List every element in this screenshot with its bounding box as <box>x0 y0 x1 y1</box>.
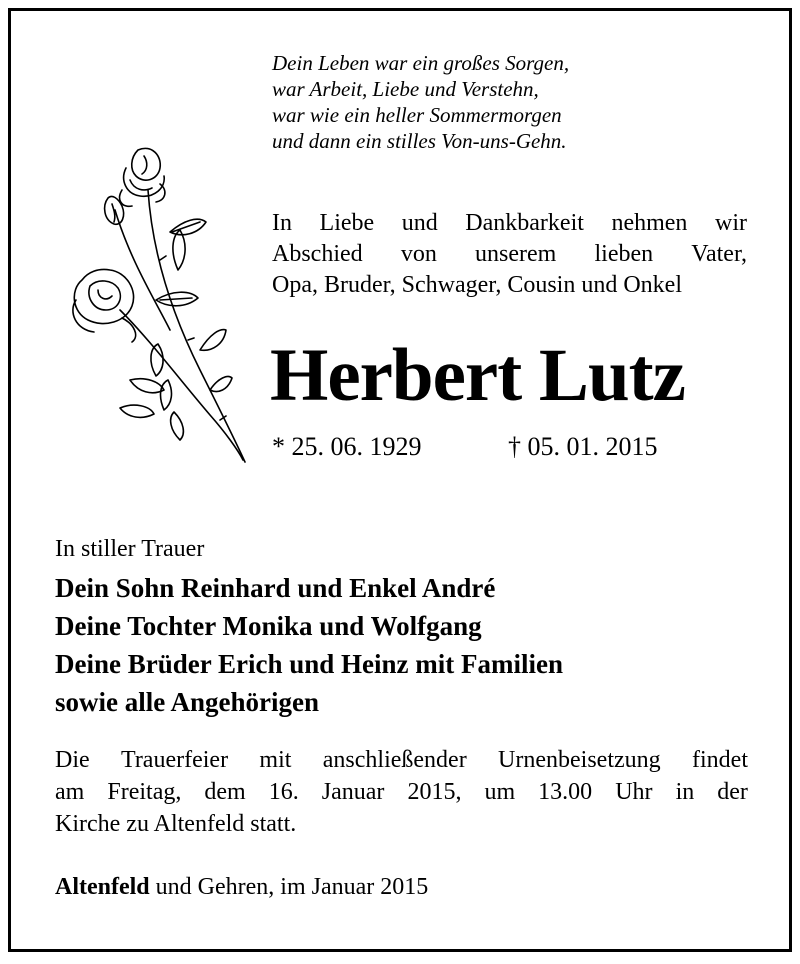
funeral-line <box>55 744 748 776</box>
funeral-word: Trauerfeier <box>121 747 229 773</box>
funeral-word: Urnenbeisetzung <box>498 747 661 773</box>
funeral-word: Freitag, <box>107 779 182 805</box>
funeral-notice <box>55 744 748 840</box>
mourner-line: Dein Sohn Reinhard und Enkel André <box>55 573 496 603</box>
funeral-word: Januar <box>321 779 385 805</box>
intro-word: unserem <box>475 241 557 267</box>
intro-word: lieben <box>594 241 654 267</box>
poem-line: Dein Leben war ein großes Sorgen, <box>272 51 570 75</box>
funeral-word: um <box>484 779 516 805</box>
mourner-line: sowie alle Angehörigen <box>55 687 319 717</box>
funeral-line: Kirche zu Altenfeld statt. <box>55 811 297 837</box>
closing-rest: und Gehren, im Januar 2015 <box>149 874 429 900</box>
intro-word: Dankbarkeit <box>465 210 584 236</box>
intro-line: Opa, Bruder, Schwager, Cousin und Onkel <box>272 272 683 298</box>
funeral-word: dem <box>204 779 246 805</box>
funeral-line <box>55 776 748 808</box>
intro-line <box>272 208 747 239</box>
poem-line: war wie ein heller Sommermorgen <box>272 103 562 127</box>
funeral-word: der <box>717 779 748 805</box>
intro-word: Liebe <box>319 210 375 236</box>
rose-branch-icon <box>60 140 260 470</box>
mourner-line: Deine Brüder Erich und Heinz mit Familien <box>55 649 563 679</box>
death-date: † 05. 01. 2015 <box>508 432 658 461</box>
poem-line: war Arbeit, Liebe und Verstehn, <box>272 77 539 101</box>
intro-word: Vater, <box>691 241 747 267</box>
mourners-list <box>55 569 563 721</box>
intro-word: Abschied <box>272 241 363 267</box>
intro-line <box>272 239 747 270</box>
poem-line: und dann ein stilles Von-uns-Gehn. <box>272 129 567 153</box>
funeral-word: in <box>675 779 695 805</box>
funeral-word: findet <box>692 747 748 773</box>
farewell-intro <box>272 208 747 301</box>
funeral-word: 16. <box>268 779 299 805</box>
intro-word: In <box>272 210 292 236</box>
funeral-word: Uhr <box>615 779 653 805</box>
birth-date: * 25. 06. 1929 <box>272 432 422 461</box>
funeral-word: am <box>55 779 85 805</box>
intro-word: wir <box>714 210 747 236</box>
memorial-poem <box>272 50 672 154</box>
intro-word: nehmen <box>611 210 688 236</box>
intro-word: von <box>400 241 437 267</box>
intro-word: und <box>401 210 438 236</box>
deceased-name: Herbert Lutz <box>270 334 685 417</box>
mourner-line: Deine Tochter Monika und Wolfgang <box>55 611 482 641</box>
mourners-label: In stiller Trauer <box>55 536 205 562</box>
funeral-word: 2015, <box>407 779 462 805</box>
closing-place: Altenfeld <box>55 874 150 900</box>
funeral-word: anschließender <box>322 747 467 773</box>
closing-place-date <box>55 872 428 902</box>
funeral-word: Die <box>55 747 90 773</box>
funeral-word: 13.00 <box>538 779 593 805</box>
life-dates <box>272 432 658 462</box>
funeral-word: mit <box>259 747 292 773</box>
